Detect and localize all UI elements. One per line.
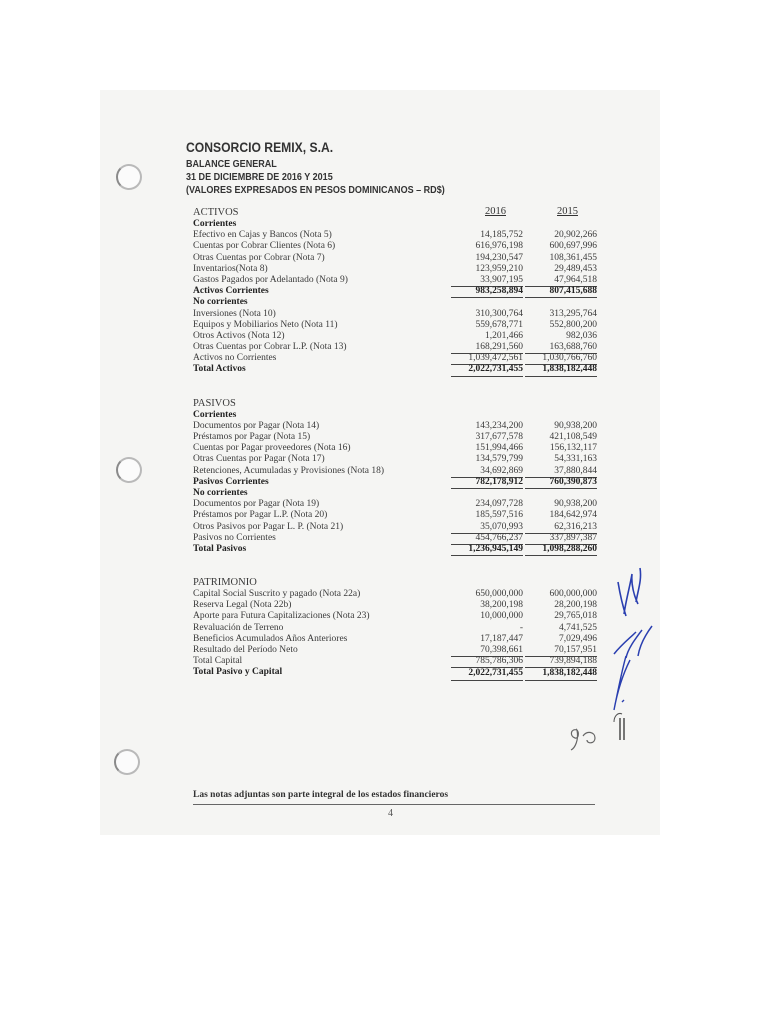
column-2016: 2016 bbox=[485, 206, 506, 217]
table-row: Efectivo en Cajas y Bancos (Nota 5) 14,185,752 20,902,266 bbox=[193, 230, 597, 241]
subsection-title: No corrientes bbox=[193, 297, 248, 308]
table-row: Préstamos por Pagar L.P. (Nota 20) 185,597,516 184,642,974 bbox=[193, 510, 597, 521]
section-title: PASIVOS bbox=[193, 397, 236, 409]
table-row: Revaluación de Terreno - 4,741,525 bbox=[193, 622, 597, 633]
table-row: Capital Social Suscrito y pagado (Nota 22a) 650,000,000 600,000,000 bbox=[193, 589, 597, 600]
binder-hole bbox=[114, 749, 140, 775]
statement-date: 31 DE DICIEMBRE DE 2016 Y 2015 bbox=[186, 171, 333, 183]
spacer bbox=[193, 555, 603, 577]
table-row: Otros Pasivos por Pagar L. P. (Nota 21) 35,070,993 62,316,213 bbox=[193, 522, 603, 533]
table-row: Documentos por Pagar (Nota 14) 143,234,200 90,938,200 bbox=[193, 420, 597, 431]
balance-sheet-table bbox=[193, 207, 603, 679]
subtotal-row: Total Capital 785,786,306 739,894,188 bbox=[193, 656, 603, 667]
footer-note: Las notas adjuntas son parte integral de los estados financieros bbox=[193, 790, 449, 800]
table-row: Reserva Legal (Nota 22b) 38,200,198 28,200,198 bbox=[193, 600, 597, 611]
company-name: CONSORCIO REMIX, S.A. bbox=[186, 140, 334, 155]
handwritten-initials bbox=[600, 560, 660, 800]
table-row: Documentos por Pagar (Nota 19) 234,097,728 90,938,200 bbox=[193, 499, 597, 510]
footer-divider bbox=[193, 804, 595, 805]
table-row: Equipos y Mobiliarios Neto (Nota 11) 559,678,771 552,800,200 bbox=[193, 319, 597, 330]
binder-hole bbox=[116, 164, 142, 190]
total-row: Total Pasivos 1,236,945,149 1,098,288,260 bbox=[193, 544, 603, 555]
subsection-title: Corrientes bbox=[193, 219, 237, 229]
subtotal-row: Activos no Corrientes 1,039,472,561 1,030,766,760 bbox=[193, 353, 603, 364]
total-row: Total Pasivo y Capital 2,022,731,455 1,838,182,448 bbox=[193, 667, 603, 678]
table-row: Gastos Pagados por Adelantado (Nota 9) 33,907,195 47,964,518 bbox=[193, 275, 603, 286]
table-row: Inversiones (Nota 10) 310,300,764 313,295,764 bbox=[193, 308, 597, 319]
section-patrimonio bbox=[193, 577, 603, 589]
table-row: Otras Cuentas por Cobrar (Nota 7) 194,230,547 108,361,455 bbox=[193, 252, 597, 263]
table-row: Resultado del Período Neto 70,398,661 70,157,951 bbox=[193, 645, 603, 656]
section-title: ACTIVOS bbox=[193, 207, 239, 218]
section-activos bbox=[193, 207, 603, 219]
table-row: Beneficios Acumulados Años Anteriores 17,187,447 7,029,496 bbox=[193, 633, 597, 644]
table-row: Otros Activos (Nota 12) 1,201,466 982,036 bbox=[193, 330, 597, 341]
subtotal-row: Activos Corrientes 983,258,894 807,415,688 bbox=[193, 286, 603, 297]
table-row: Cuentas por Cobrar Clientes (Nota 6) 616,976,198 600,697,996 bbox=[193, 241, 597, 252]
table-row: Aporte para Futura Capitalizaciones (Nota 23) 10,000,000 29,765,018 bbox=[193, 611, 597, 622]
table-row: Retenciones, Acumuladas y Provisiones (Nota 18) 34,692,869 37,880,844 bbox=[193, 466, 603, 477]
handwritten-initials bbox=[565, 720, 605, 760]
table-row: Inventarios(Nota 8) 123,959,210 29,489,453 bbox=[193, 263, 597, 274]
table-row: Préstamos por Pagar (Nota 15) 317,677,578 421,108,549 bbox=[193, 432, 597, 442]
spacer bbox=[193, 376, 603, 398]
currency-note: (VALORES EXPRESADOS EN PESOS DOMINICANOS – RD$) bbox=[186, 184, 445, 196]
subtotal-row: Pasivos Corrientes 782,178,912 760,390,873 bbox=[193, 477, 603, 488]
table-row: Cuentas por Pagar proveedores (Nota 16) 151,994,466 156,132,117 bbox=[193, 443, 597, 454]
statement-title: BALANCE GENERAL bbox=[186, 158, 277, 170]
subsection-title: No corrientes bbox=[193, 487, 248, 498]
column-2015: 2015 bbox=[557, 206, 578, 217]
total-row: Total Activos 2,022,731,455 1,838,182,448 bbox=[193, 364, 603, 375]
binder-hole bbox=[116, 457, 142, 483]
table-row: Otras Cuentas por Cobrar L.P. (Nota 13) 168,291,560 163,688,760 bbox=[193, 342, 603, 353]
subsection-title: Corrientes bbox=[193, 409, 237, 420]
subtotal-row: Pasivos no Corrientes 454,766,237 337,897,387 bbox=[193, 533, 603, 544]
section-title: PATRIMONIO bbox=[193, 577, 257, 589]
section-pasivos bbox=[193, 398, 603, 410]
table-row: Otras Cuentas por Pagar (Nota 17) 134,579,799 54,331,163 bbox=[193, 454, 597, 465]
page-number: 4 bbox=[388, 808, 393, 819]
